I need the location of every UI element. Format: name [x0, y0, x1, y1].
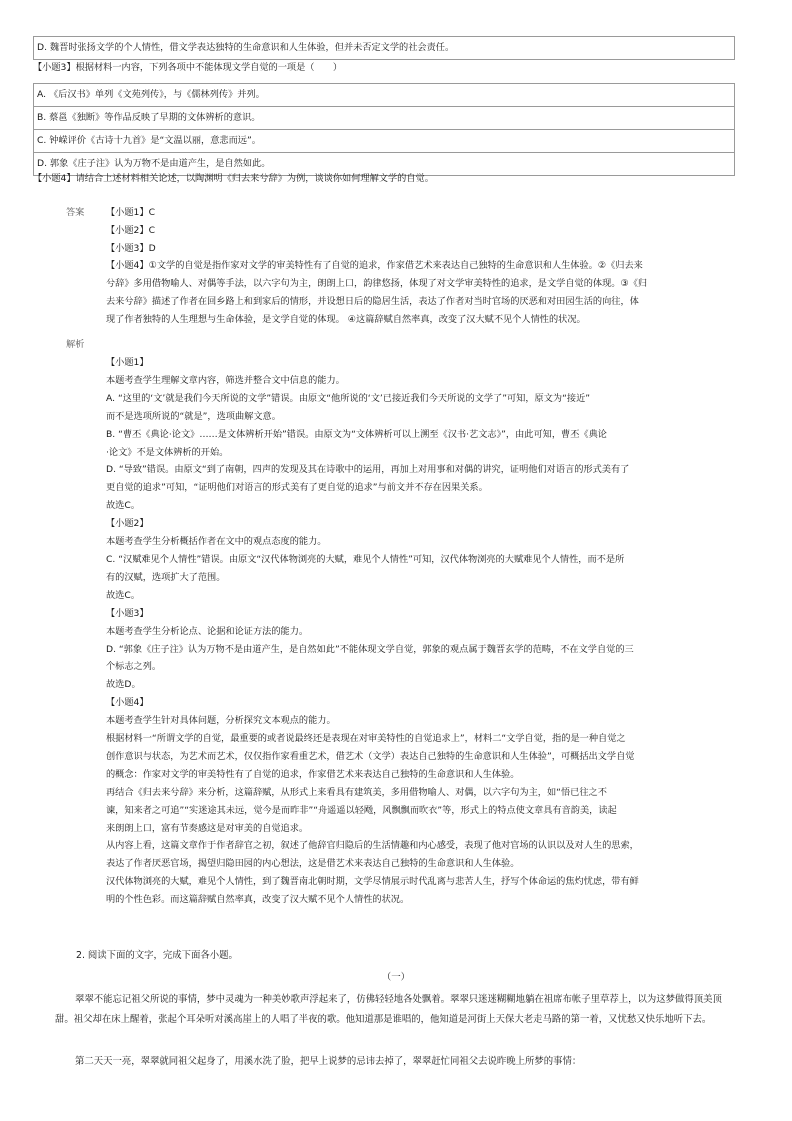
analysis-line: 根据材料一“所谓文学的自觉，最重要的或者说最终还是表现在对审美特性的自觉追求上”，材料二“文学自觉，指的是一种自觉之 — [106, 733, 626, 745]
question-2-title: 2. 阅读下面的文字，完成下面各小题。 — [76, 950, 238, 961]
answer-label: 答案 — [66, 207, 85, 218]
analysis-line: B. “曹丕《典论·论文》……是文体辨析开始”错误。由原文为“文体辨析可以上溯至《汉书·艺文志》”，由此可知，曹丕《典论 — [106, 428, 607, 440]
answer-line: 去来兮辞》描述了作者在回乡路上和到家后的情形，并设想日后的隐居生活，表达了作者对当时官场的厌恶和对田园生活的向往，体 — [106, 295, 639, 307]
analysis-line: 本题考查学生分析概括作者在文中的观点态度的能力。 — [106, 536, 327, 548]
analysis-line: 本题考查学生针对具体问题，分析探究文本观点的能力。 — [106, 715, 336, 727]
story-paragraph: 翠翠不能忘记祖父所说的事情，梦中灵魂为一种美妙歌声浮起来了，仿佛轻轻地各处飘着。翠翠只迷迷糊糊地躺在祖席布帐子里草荐上，以为这梦做得顶美顶甜。祖父却在床上醒着，张起个耳朵听对溪高崖上的人唱了半夜的歌。他知道那是谁唱的，他知道是河街上天保大老走马路的第一着，又忧愁又快乐地听下去。 — [55, 994, 722, 1025]
answer-line: 兮辞》多用借物喻人、对偶等手法，以六字句为主，朗朗上口，韵律悠扬，体现了对文学审美特性的追求，是文学自觉的体现。③《归 — [106, 278, 648, 290]
question-3-prompt: 【小题3】根据材料一内容，下列各项中不能体现文学自觉的一项是（ ） — [33, 62, 343, 73]
answer-line: 【小题3】D — [106, 242, 156, 254]
analysis-line: 汉代体物浏亮的大赋，难见个人情性，到了魏晋南北朝时期，文学尽情展示时代乱离与悲苦人生，抒写个体命运的焦灼忧虑，带有鲜 — [106, 876, 639, 888]
question-4-prompt: 【小题4】请结合上述材料相关论述，以陶渊明《归去来兮辞》为例，谈谈你如何理解文学的自觉。 — [33, 173, 434, 184]
answer-block — [106, 204, 746, 329]
answer-line: 【小题1】C — [106, 207, 156, 218]
analysis-line: D. “郭象《庄子注》认为万物不是由道产生，是自然如此”不能体现文学自觉，郭象的观点属于魏晋玄学的范畴，不在文学自觉的三 — [106, 643, 634, 655]
analysis-line: 表达了作者厌恶官场，揭望归隐田园的内心想法，这是借艺术来表达自己独特的生命意识和人生体验。 — [106, 858, 520, 870]
analysis-line: 从内容上看，这篇文章作于作者辞官之初，叙述了他辞官归隐后的生活情趣和内心感受，表现了他对官场的认识以及对人生的思索， — [106, 840, 639, 852]
analysis-line: 更自觉的追求”可知，“证明他们对语言的形式美有了更自觉的追求”与前文并不存在因果关系。 — [106, 482, 488, 494]
analysis-line: 明的个性色彩。而这篇辞赋自然率真，改变了汉大赋不见个人情性的状况。 — [106, 894, 410, 906]
analysis-label: 解析 — [66, 339, 85, 350]
question-3-options-table — [33, 83, 735, 176]
analysis-line: 创作意识与状态，为艺术而艺术，仅仅指作家看重艺术，借艺术（文学）表达自己独特的生命意识和人生体验”，可概括出文学自觉 — [106, 750, 635, 762]
story-paragraph-2-wrap — [55, 1052, 737, 1072]
analysis-line: ·论文》不是文体辨析的开始。 — [106, 446, 229, 458]
story-paragraph: 第二天天一亮，翠翠就同祖父起身了，用溪水洗了脸，把早上说梦的忌讳去掉了，翠翠赶忙同祖父去说昨晚上所梦的事情： — [75, 1056, 582, 1067]
analysis-line: 故选C。 — [106, 500, 140, 512]
analysis-line: 【小题1】 — [106, 357, 149, 368]
q3-option-b: B. 蔡邕《独断》等作品反映了早期的文体辨析的意识。 — [34, 107, 735, 130]
analysis-line: 有的汉赋，选项扩大了范围。 — [106, 571, 226, 583]
analysis-block — [106, 354, 746, 909]
analysis-line: A. “这里的‘文’就是我们今天所说的文学”错误。由原文“他所说的‘文’已接近我们今天所说的文学了”可知，原文为“接近” — [106, 392, 591, 404]
analysis-line: 的概念：作家对文学的审美特性有了自觉的追求，作家借艺术来表达自己独特的生命意识和人生体验。 — [106, 768, 520, 780]
answer-line: 现了作者独特的人生理想与生命体验，是文学自觉的体现。 ④这篇辞赋自然率真，改变了汉大赋不见个人情性的状况。 — [106, 313, 586, 325]
analysis-line: 故选D。 — [106, 679, 141, 691]
q3-option-d: D. 郭象《庄子注》认为万物不是由道产生，是自然如此。 — [34, 153, 735, 176]
q3-option-c: C. 钟嵘评价《古诗十九首》是“文温以丽，意悲而远”。 — [34, 130, 735, 153]
analysis-line: 来朗朗上口，富有节奏感这是对审美的自觉追求。 — [106, 822, 309, 834]
answer-line: 【小题4】①文学的自觉是指作家对文学的审美特性有了自觉的追求，作家借艺术来表达自己独特的生命意识和人生体验。②《归去来 — [106, 260, 643, 272]
analysis-line: D. “导致”错误。由原文“到了南朝，四声的发现及其在诗歌中的运用，再加上对用事和对偶的讲究，证明他们对语言的形式美有了 — [106, 464, 630, 476]
option-d-table — [33, 36, 735, 60]
analysis-line: 再结合《归去来兮辞》来分析，这篇辞赋，从形式上来看具有建筑美，多用借物喻人、对偶，以六字句为主，如“悟已往之不 — [106, 786, 607, 798]
analysis-line: C. “汉赋难见个人情性”错误。由原文“汉代体物浏亮的大赋，难见个人情性”可知，汉代体物浏亮的大赋难见个人情性，而不是所 — [106, 553, 625, 565]
analysis-line: 谏，知来者之可追”“实迷途其未远，觉今是而昨非”“舟遥遥以轻飏，风飘飘而吹衣”等，形式上的特点使文章具有音韵美，读起 — [106, 804, 617, 816]
analysis-line: 本题考查学生理解文章内容，筛选并整合文中信息的能力。 — [106, 374, 345, 386]
q3-option-a: A. 《后汉书》单列《文苑列传》，与《儒林列传》并列。 — [34, 84, 735, 107]
analysis-line: 【小题2】 — [106, 518, 149, 530]
analysis-line: 【小题4】 — [106, 697, 149, 709]
answer-line: 【小题2】C — [106, 224, 156, 236]
analysis-line: 而不是选项所说的“就是”，选项曲解文意。 — [106, 410, 281, 422]
analysis-line: 个标志之列。 — [106, 661, 162, 673]
option-d-cell: D. 魏晋时张扬文学的个人情性，借文学表达独特的生命意识和人生体验，但并未否定文学的社会责任。 — [34, 37, 735, 60]
analysis-line: 【小题3】 — [106, 607, 149, 619]
story-paragraph-1-wrap — [55, 990, 737, 1029]
analysis-line: 本题考查学生分析论点、论据和论证方法的能力。 — [106, 625, 309, 637]
analysis-line: 故选C。 — [106, 589, 140, 601]
section-heading: （一） — [381, 972, 411, 983]
